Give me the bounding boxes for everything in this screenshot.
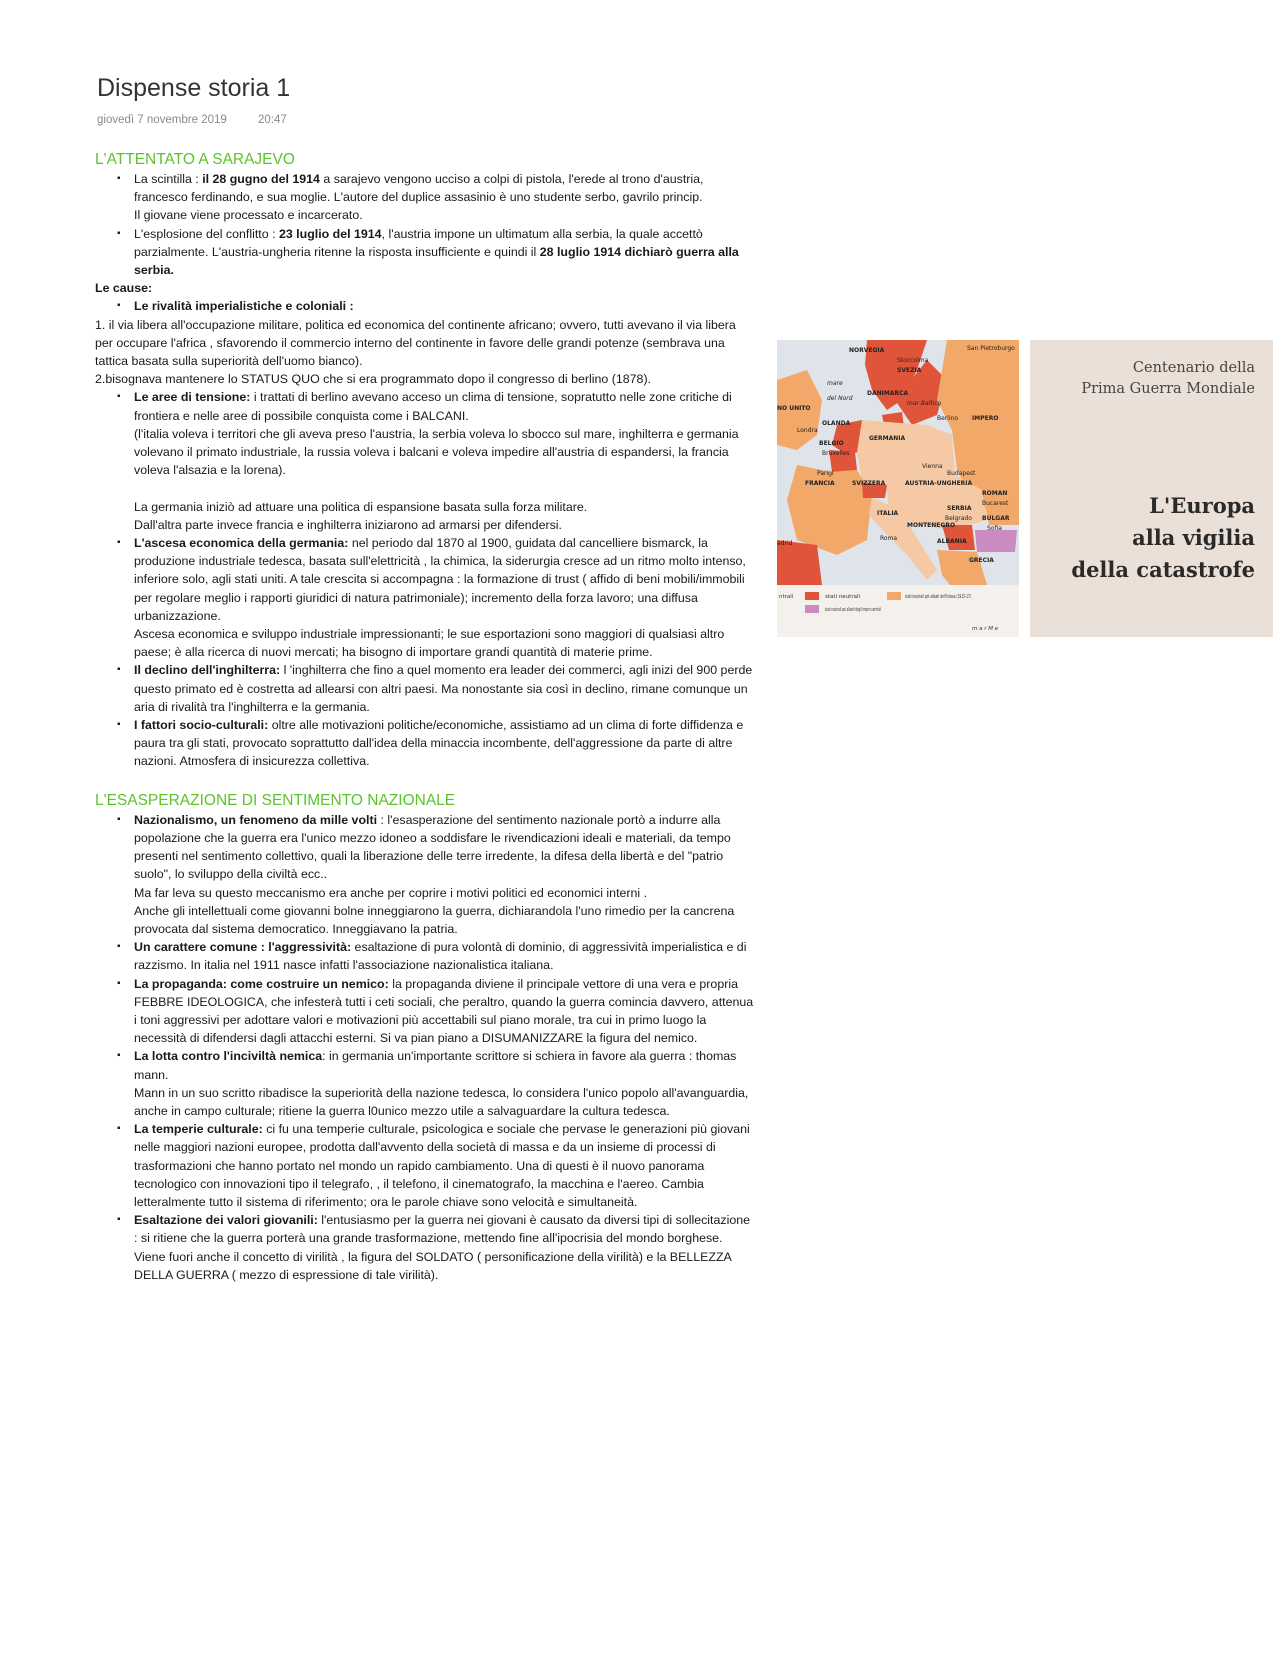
bold-run: La lotta contro l'inciviltà nemica <box>134 1049 323 1064</box>
text-run: L'esplosione del conflitto : <box>134 226 279 241</box>
legend-swatch-central <box>805 605 819 613</box>
legend-text: stati neutrali <box>825 594 861 600</box>
bold-run: il 28 gugno del 1914 <box>202 172 320 186</box>
map-label: MONTENEGRO <box>907 522 956 529</box>
section-heading-sarajevo: L'ATTENTATO A SARAJEVO <box>95 151 295 168</box>
bold-run: Esaltazione dei valori giovanili: <box>134 1213 318 1228</box>
bold-run: I fattori socio-culturali: <box>134 718 269 733</box>
map-label: Bucarest <box>982 500 1009 507</box>
list-item <box>95 811 755 938</box>
page-title: Dispense storia 1 <box>97 74 291 102</box>
bold-run: Le cause: <box>95 281 153 296</box>
list-item <box>95 534 755 661</box>
banner-subtitle <box>1081 358 1255 400</box>
bold-run: 23 luglio del 1914 <box>278 226 382 241</box>
list-item <box>95 1120 755 1211</box>
map-label: San Pietroburgo <box>967 345 1015 352</box>
banner-title <box>1071 490 1255 586</box>
page-date: giovedì 7 novembre 2019 <box>97 114 227 126</box>
list-item <box>95 661 755 716</box>
banner-line: alla vigilia <box>1132 525 1255 550</box>
text-run: : l'esasperazione del sentimento nazionale portò a indurre alla popolazione che la guerra era l'unico mezzo idoneo a soddisfare le rivendicazioni ideali e materiali, da tempo presenti nel sentimento collettivo, quali la liberazione delle terre irredente, la difesa della libertà e del "patrio suolo", lo sviluppo della civiltà ecc.. <box>134 812 731 882</box>
map-label: Belgrado <box>945 515 972 522</box>
banner-line: Centenario della <box>1132 360 1255 376</box>
text-run: (l'italia voleva i territori che gli aveva preso l'austria, la serbia voleva lo sbocco sul mare, inghilterra e germania volevano il primato industriale, la russia voleva i balcani e voleva impedire all'austria di espandersi, la francia voleva l'alsazia e la lorena). <box>134 426 739 478</box>
bold-run: Nazionalismo, un fenomeno da mille volti <box>134 812 378 827</box>
text-run: Dall'altra parte invece francia e inghilterra iniziarono ad armarsi per difendersi. <box>134 517 562 532</box>
bold-run: 28 luglio 1914 dichiarò guerra alla serbia. <box>134 244 739 278</box>
text-run: Ascesa economica e sviluppo industriale impressionanti; le sue esportazioni sono maggiori di qualsiasi altro paese; è alla ricerca di nuovi mercati; ha bisogno di importare grandi quantità di materie prime. <box>134 627 725 660</box>
page-time: 20:47 <box>258 114 287 126</box>
centenary-banner <box>1030 340 1273 637</box>
map-label: Stoccolma <box>897 357 929 364</box>
section-heading-nazionale: L'ESASPERAZIONE DI SENTIMENTO NAZIONALE <box>95 791 456 809</box>
bold-run: La propaganda: come costruire un nemico: <box>134 976 389 991</box>
bold-run: Le rivalità imperialistiche e coloniali : <box>134 299 354 314</box>
bold-run: L'ascesa economica della germania: <box>134 536 349 551</box>
map-label: SERBIA <box>947 505 972 512</box>
map-label: FRANCIA <box>805 480 835 487</box>
legend-text: stati neutrali poi alleati degli imperi centrali <box>825 607 882 613</box>
text-run: a sarajevo vengono ucciso a colpi di pistola, l'erede al trono d'austria, francesco ferdinando, e sua moglie. L'autore del duplice assasinio è uno studente serbo, gavrilo princip. <box>134 172 704 205</box>
text-run: l 'inghilterra che fino a quel momento era leader dei commerci, agli inizi del 900 perde questo primato ed è costretta ad allearsi con altri paesi. Ma nonostante sia così in declino, rimane comunque un aria di rivalità tra l'inghilterra e la germania. <box>134 663 753 714</box>
map-bulgaria <box>975 530 1017 552</box>
legend-text: ntrali <box>779 594 794 600</box>
map-label: del Nord <box>827 395 853 402</box>
map-label: SVEZIA <box>897 367 922 374</box>
causes-label <box>95 279 755 297</box>
map-label: BELGIO <box>819 440 844 447</box>
map-label: NO UNITO <box>777 405 811 412</box>
map-label: GRECIA <box>969 557 994 564</box>
text-run: Ma far leva su questo meccanismo era anche per coprire i motivi politici ed economici interni . <box>134 885 648 900</box>
map-label: Budapest <box>947 470 976 477</box>
banner-line: L'Europa <box>1149 493 1255 518</box>
map-label: Londra <box>797 427 818 434</box>
list-item <box>95 225 755 280</box>
map-label: IMPERO <box>972 415 999 422</box>
bold-run: Un carattere comune : l'aggressività: <box>134 940 352 955</box>
causes-list-a <box>95 297 755 315</box>
text-run: Il giovane viene processato e incarcerato. <box>134 208 363 223</box>
text-run: la propaganda diviene il principale vettore di una vera e propria FEBBRE IDEOLOGICA, che infesterà tutti i ceti sociali, che peraltro, quando la guerra comincia davvero, attenua i toni aggressivi per adottare valori e motivazioni più accettabili sul piano morale, tra cui in primo luogo la necessità di difendersi dagli attacchi esterni. Si va pian piano a DISUMANIZZARE la figura del nemico. <box>134 976 754 1046</box>
map-label: Bruxelles <box>822 450 850 457</box>
text-run: Mann in un suo scritto ribadisce la superiorità della nazione tedesca, lo considera l'unico popolo all'avanguardia, anche in campo culturale; ritiene la guerra l0unico mezzo utile a salvaguardare la cultura tedesca. <box>134 1085 749 1118</box>
map-label: ALBANIA <box>937 538 967 545</box>
banner-line: della catastrofe <box>1071 557 1255 582</box>
text-run: ci fu una temperie culturale, psicologica e sociale che pervase le generazioni più giovani nelle maggiori nazioni europee, prodotta dall'avvento della società di massa e da un insieme di processi di trasformazioni che hanno portato nel mondo un rapido cambiamento. Una di questi è il nuovo panorama tecnologico con innovazioni tipo il telegrafo, , il telefono, il cinematografo, la macchina e l'aereo. Cambia letteralmente tutto il sistema di riferimento; ora le parole chiave sono velocità e simultaneità. <box>134 1122 750 1209</box>
list-item <box>95 1047 755 1120</box>
text-run: oltre alle motivazioni politiche/economiche, assistiamo ad un clima di forte diffidenza e paura tra gli stati, provocato soprattutto dall'idea della minaccia incombente, dell'aggressione da parte di altre nazioni. Atmosfera di insicurezza collettiva. <box>134 718 744 769</box>
causes-list-b <box>95 388 755 770</box>
list-item <box>95 1211 755 1284</box>
sarajevo-list <box>95 170 755 279</box>
map-label: NORVEGIA <box>849 347 885 354</box>
text-run: : in germania un'importante scrittore si schiera in favore ala guerra : thomas mann. <box>134 1049 737 1082</box>
map-label: GERMANIA <box>869 435 906 442</box>
bold-run: Il declino dell'inghilterra: <box>134 663 281 678</box>
map-label: mare <box>827 380 843 387</box>
list-item <box>95 716 755 771</box>
list-item <box>95 975 755 1048</box>
text-run: Anche gli intellettuali come giovanni bolne inneggiarono la guerra, dichiarandola l'uno rimedio per la cancrena provocata dal sistema democratico. Inneggiavano la patria. <box>134 903 735 936</box>
map-label: mar Baltico <box>907 400 942 407</box>
map-label: BULGAR <box>982 515 1010 522</box>
text-run: esaltazione di pura volontà di dominio, di aggressività imperialistica e di razzismo. In italia nel 1911 nasce infatti l'associazione nazionalistica italiana. <box>134 940 747 973</box>
map-label: Vienna <box>922 463 943 470</box>
page-meta <box>97 114 315 126</box>
text-run: nel periodo dal 1870 al 1900, guidata dal cancelliere bismarck, la produzione industriale tedesca, basata sull'elettricità , la chimica, la siderurgia cresce ad un ritmo molto intenso, inferiore solo, agli stati uniti. A tale crescita si accompagna : la formazione di trust ( affido di beni mobili/immobili per regolare meglio i rapporti giuridici di natura patrimoniale); incremento della forza lavoro; una diffusa urbanizzazione. <box>134 536 746 623</box>
blank-line <box>134 479 755 497</box>
map-label: Berlino <box>937 415 959 422</box>
europe-map <box>777 340 1019 637</box>
map-label: adrid <box>777 540 793 547</box>
text-run: La germania iniziò ad attuare una politica di espansione basata sulla forza militare. <box>134 499 588 514</box>
list-item <box>95 170 755 225</box>
banner-line: Prima Guerra Mondiale <box>1081 381 1255 397</box>
bold-run: La temperie culturale: <box>134 1122 263 1137</box>
legend-text: stati neutrali poi alleati dell'Intesa (1915-17) <box>905 594 971 600</box>
text-run: i trattati di berlino avevano acceso un clima di tensione, sopratutto nelle zone critiche di frontiera e nelle aree di possibile conquista come i BALCANI. <box>134 390 732 423</box>
list-item <box>95 938 755 974</box>
legend-swatch-neutral <box>805 592 819 600</box>
embedded-image[interactable] <box>777 340 1273 637</box>
map-label: OLANDA <box>822 420 851 427</box>
paragraph: 1. il via libera all'occupazione militare, politica ed economica del continente africano; ovvero, tutti avevano il via libera per occupare l'africa , sfavorendo il commercio interno del continente in favore delle grandi potenze (sembrava una tattica basata sulla superiorità dell'uomo bianco). <box>95 317 736 369</box>
map-label: Parigi <box>817 470 834 477</box>
map-label: ITALIA <box>877 510 899 517</box>
map-label: DANIMARCA <box>867 390 909 397</box>
map-label: Roma <box>880 535 898 542</box>
map-label: AUSTRIA-UNGHERIA <box>905 480 973 487</box>
legend-swatch-entente <box>887 592 901 600</box>
list-item <box>95 297 755 315</box>
map-label: Sofia <box>987 525 1002 532</box>
paragraph: 2.bisognava mantenere lo STATUS QUO che si era programmato dopo il congresso di berlino (1878). <box>95 372 652 387</box>
list-item <box>95 388 755 534</box>
text-run: La scintilla : <box>134 172 203 186</box>
text-run: l'entusiasmo per la guerra nei giovani è causato da diversi tipi di sollecitazione : si ritiene che la guerra porterà una grande trasformazione, mettendo fine all'ipocrisia del mondo borghese. Viene fuori anche il concetto di virilità , la figura del SOLDATO ( personificazione della virilità) e la BELLEZZA DELLA GUERRA ( mezzo di espressione di tale virilità). <box>134 1213 751 1282</box>
map-label: SVIZZERA <box>852 480 886 487</box>
nazionale-list <box>95 811 755 1284</box>
map-label: ROMAN <box>982 490 1008 497</box>
note-content[interactable] <box>95 150 755 1284</box>
text-run: , l'austria impone un ultimatum alla serbia, la quale accettò parzialmente. L'austria-ungheria ritenne la risposta insufficiente e quindi il <box>134 226 703 259</box>
map-label: m a r M e <box>972 626 999 632</box>
bold-run: Le aree di tensione: <box>134 390 251 405</box>
